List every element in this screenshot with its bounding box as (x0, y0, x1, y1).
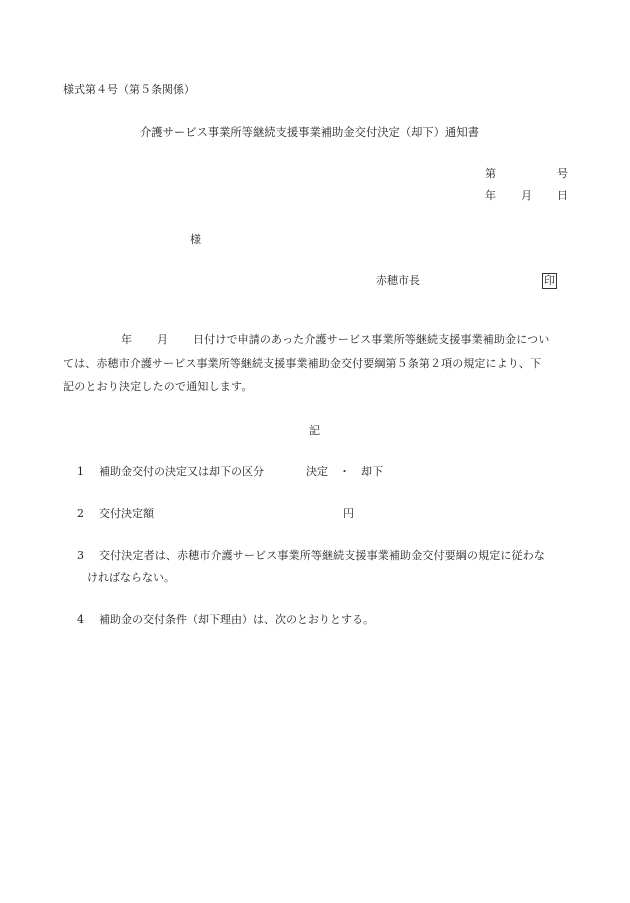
item-4-number: 4 (77, 613, 84, 626)
body-line-3: 記のとおり決定したので通知します。 (63, 380, 253, 393)
item-2-label: 交付決定額 (99, 507, 154, 520)
date-year: 年 (485, 189, 496, 202)
recipient-suffix: 様 (190, 233, 201, 246)
doc-number-suffix: 号 (557, 167, 568, 180)
item-1-number: 1 (77, 465, 84, 478)
item-3-label: 交付決定者は、赤穂市介護サービス事業所等継続支援事業補助金交付要綱の規定に従わな (99, 549, 545, 562)
item-3-number: 3 (77, 549, 84, 562)
item-2-number: 2 (77, 507, 84, 520)
item-4-label: 補助金の交付条件（却下理由）は、次のとおりとする。 (99, 613, 374, 626)
item-3-continuation: ければならない。 (87, 571, 175, 584)
document-title: 介護サービス事業所等継続支援事業補助金交付決定（却下）通知書 (140, 126, 479, 139)
item-2-unit: 円 (343, 507, 354, 520)
doc-number-prefix: 第 (485, 167, 496, 180)
body-month: 月 (157, 333, 168, 346)
date-day: 日 (557, 189, 568, 202)
item-1-value: 決定 ・ 却下 (306, 465, 383, 478)
body-line-1: 日付けで申請のあった介護サービス事業所等継続支援事業補助金につい (193, 333, 550, 346)
body-line-2: ては、赤穂市介護サービス事業所等継続支援事業補助金交付要綱第５条第２項の規定により、下 (63, 357, 542, 370)
body-year: 年 (121, 333, 132, 346)
item-1-label: 補助金交付の決定又は却下の区分 (99, 465, 264, 478)
issuer: 赤穂市長 (376, 274, 420, 287)
ki-heading: 記 (309, 424, 320, 437)
date-month: 月 (521, 189, 532, 202)
seal-mark: 印 (544, 274, 555, 287)
form-number: 様式第４号（第５条関係） (63, 83, 195, 96)
